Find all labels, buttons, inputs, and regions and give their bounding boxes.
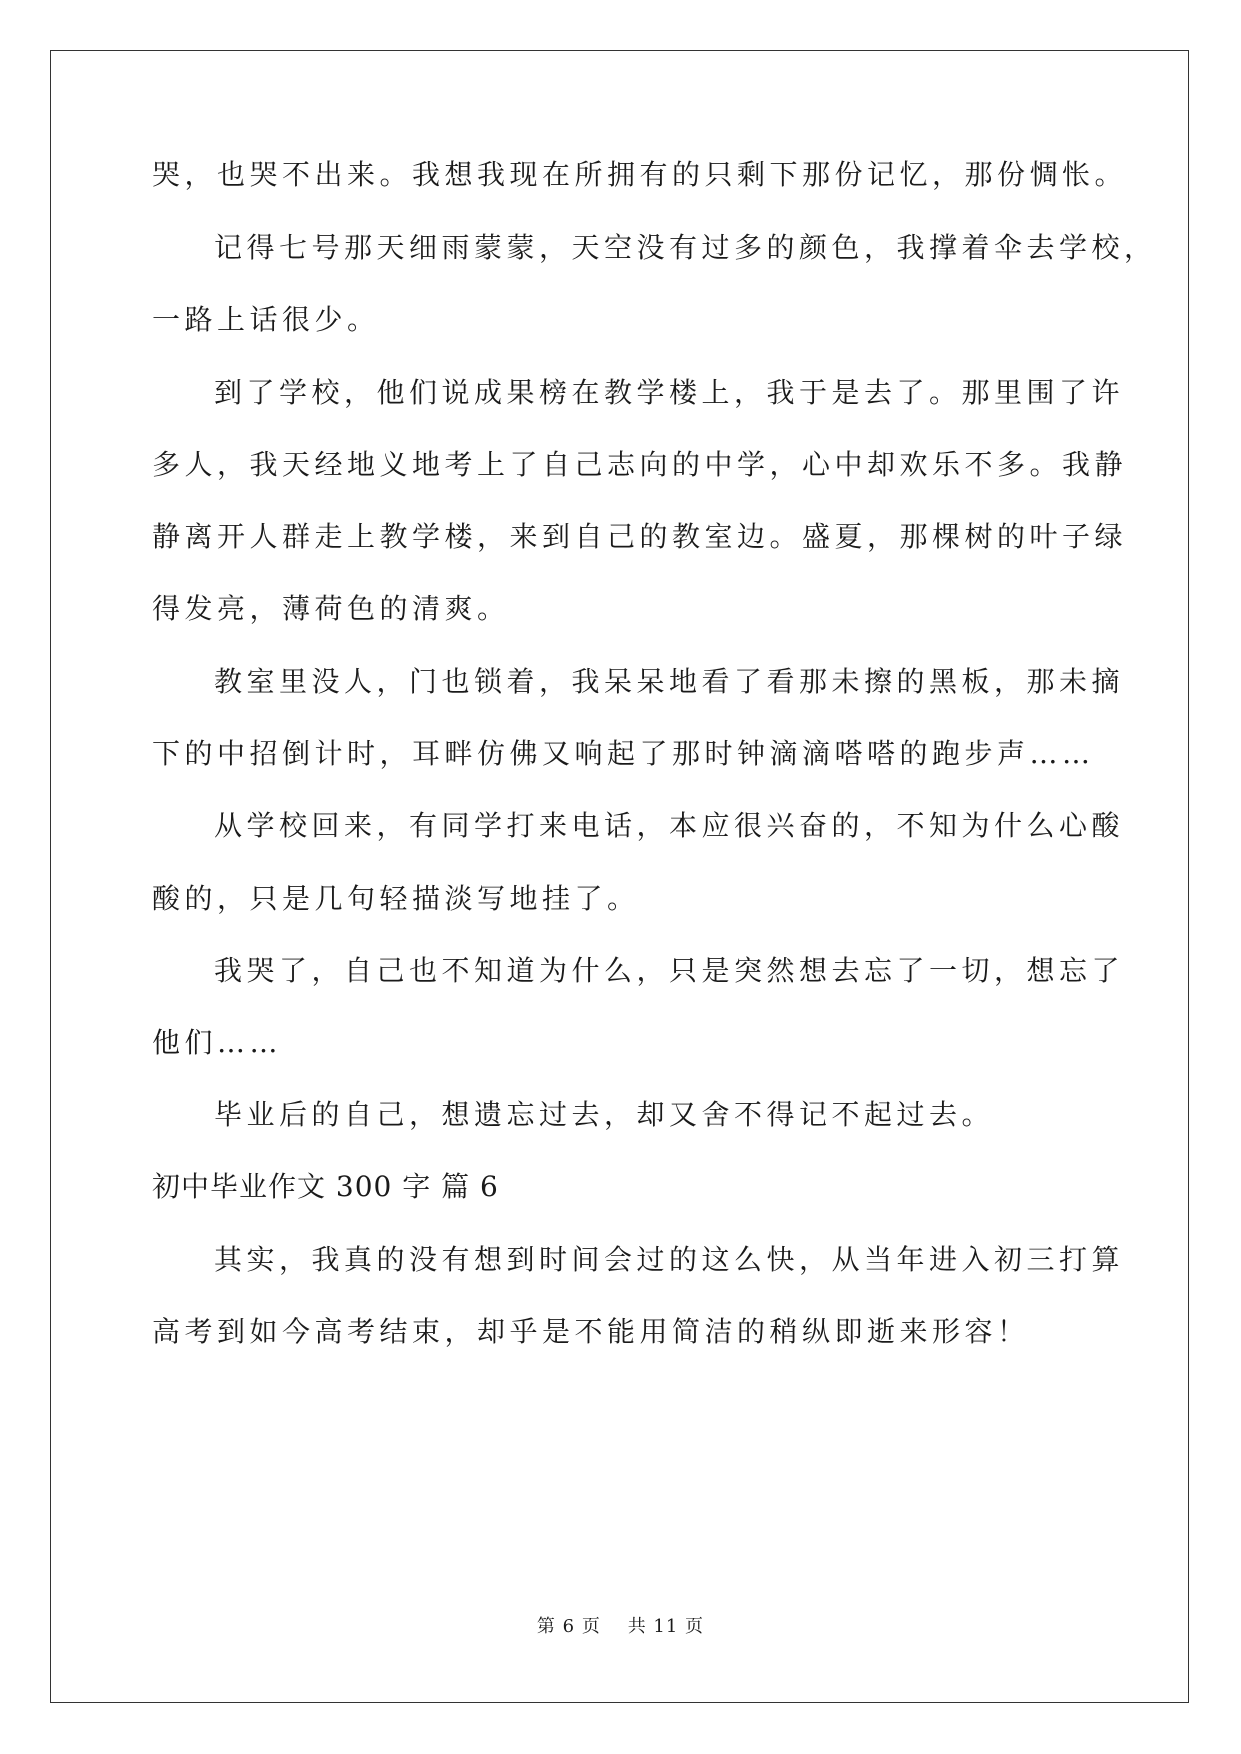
paragraph-line: 下的中招倒计时，耳畔仿佛又响起了那时钟滴滴嗒嗒的跑步声……	[152, 737, 1095, 770]
paragraph-line: 其实，我真的没有想到时间会过的这么快，从当年进入初三打算	[214, 1243, 1125, 1276]
paragraph-line: 我哭了，自己也不知道为什么，只是突然想去忘了一切，想忘了	[214, 954, 1125, 987]
paragraph-line: 高考到如今高考结束，却乎是不能用简洁的稍纵即逝来形容！	[152, 1315, 1030, 1348]
paragraph-line: 哭，也哭不出来。我想我现在所拥有的只剩下那份记忆，那份惆怅。	[152, 158, 1128, 191]
paragraph-line: 酸的，只是几句轻描淡写地挂了。	[152, 882, 640, 915]
paragraph-line: 记得七号那天细雨蒙蒙，天空没有过多的颜色，我撑着伞去学校，	[214, 231, 1157, 264]
paragraph-line: 从学校回来，有同学打来电话，本应很兴奋的，不知为什么心酸	[214, 809, 1125, 842]
page-number-footer: 第 6 页 共 11 页	[536, 1616, 705, 1637]
paragraph-line: 得发亮，薄荷色的清爽。	[152, 592, 510, 625]
paragraph-line: 他们……	[152, 1026, 283, 1059]
paragraph-line: 毕业后的自己，想遗忘过去，却又舍不得记不起过去。	[214, 1098, 995, 1131]
paragraph-line: 静离开人群走上教学楼，来到自己的教室边。盛夏，那棵树的叶子绿	[152, 520, 1128, 553]
paragraph-line: 多人，我天经地义地考上了自己志向的中学，心中却欢乐不多。我静	[152, 448, 1128, 481]
paragraph-line: 一路上话很少。	[152, 303, 380, 336]
paragraph-line: 到了学校，他们说成果榜在教学楼上，我于是去了。那里围了许	[214, 376, 1125, 409]
paragraph-line: 教室里没人，门也锁着，我呆呆地看了看那未擦的黑板，那未摘	[214, 665, 1125, 698]
section-heading: 初中毕业作文 300 字 篇 6	[152, 1170, 499, 1203]
page-border	[50, 50, 1189, 1703]
